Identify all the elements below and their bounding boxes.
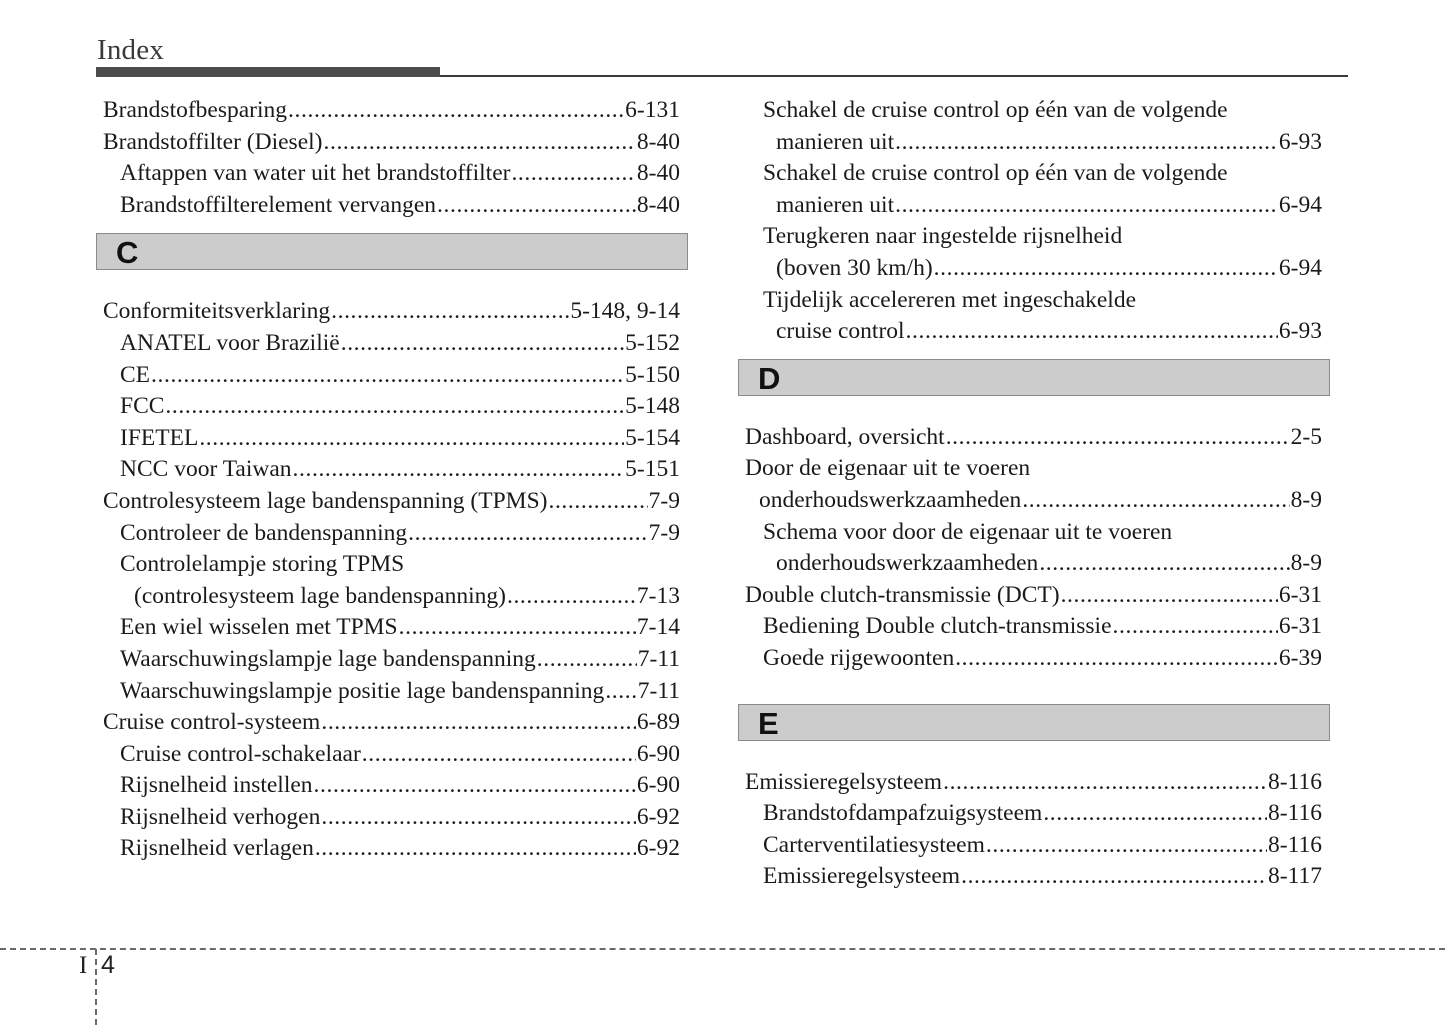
- dot-leader: [324, 127, 636, 159]
- index-entry: [96, 190, 688, 222]
- index-entry-label: onderhoudswerkzaamheden: [776, 550, 1039, 577]
- index-entry-page: 8-40: [636, 160, 680, 187]
- dot-leader: [199, 423, 624, 455]
- dot-leader: [331, 296, 569, 328]
- index-entry-label: Door de eigenaar uit te voeren: [745, 455, 1031, 482]
- index-entry: [96, 770, 688, 802]
- dot-leader: [895, 190, 1278, 222]
- index-entry-page: 7-9: [648, 487, 680, 514]
- index-entry-page: 8-116: [1268, 831, 1322, 858]
- index-entry: [96, 707, 688, 739]
- index-block-d: [738, 422, 1330, 675]
- index-entry-page: 6-94: [1278, 191, 1322, 218]
- index-entry: [738, 643, 1330, 675]
- index-entry-label: manieren uit: [776, 191, 895, 218]
- index-entry: [738, 190, 1330, 222]
- index-block-c: [96, 296, 688, 865]
- index-entry-label: CE: [120, 361, 151, 388]
- index-entry: [96, 739, 688, 771]
- index-entry-label: Schakel de cruise control op één van de volgende: [763, 97, 1228, 123]
- footer-section-letter: I: [79, 952, 88, 979]
- index-entry: [738, 485, 1330, 517]
- dot-leader: [151, 360, 624, 392]
- index-entry: [738, 285, 1330, 317]
- index-entry-page: 5-151: [625, 456, 680, 483]
- index-entry: [738, 158, 1330, 190]
- footer-page-number: 4: [101, 951, 115, 979]
- index-entry-page: 5-150: [625, 361, 680, 388]
- index-entry-page: 8-116: [1268, 800, 1322, 827]
- index-entry-label: manieren uit: [776, 128, 895, 155]
- index-entry: [96, 612, 688, 644]
- index-entry-label: Rijsnelheid verhogen: [120, 803, 321, 830]
- index-entry: [738, 548, 1330, 580]
- dot-leader: [934, 253, 1278, 285]
- index-entry-page: 7-13: [636, 582, 680, 609]
- index-column-right: [738, 95, 1330, 893]
- index-entry-label: Conformiteitsverklaring: [103, 298, 331, 325]
- index-entry-label: Emissieregelsysteem: [745, 768, 943, 795]
- index-entry: [96, 802, 688, 834]
- dot-leader: [293, 454, 625, 486]
- dot-leader: [943, 767, 1267, 799]
- index-entry: [96, 676, 688, 708]
- index-entry: [96, 454, 688, 486]
- index-entry: [738, 127, 1330, 159]
- index-entry: [738, 798, 1330, 830]
- index-entry: [738, 767, 1330, 799]
- section-letter: C: [116, 235, 139, 271]
- index-entry-page: 5-148: [625, 393, 680, 420]
- index-entry-page: 7-9: [648, 519, 680, 546]
- index-entry: [738, 316, 1330, 348]
- index-entry: [738, 580, 1330, 612]
- dot-leader: [408, 518, 648, 550]
- index-entry-label: Brandstofdampafzuigsysteem: [763, 800, 1043, 827]
- index-entry-page: 8-116: [1268, 768, 1322, 795]
- index-entry-label: Double clutch-transmissie (DCT): [745, 581, 1060, 608]
- index-entry-page: 8-9: [1290, 486, 1322, 513]
- index-entry-label: Waarschuwingslampje positie lage bandenspanning: [120, 677, 605, 704]
- index-entry-page: 2-5: [1290, 423, 1322, 450]
- dot-leader: [341, 328, 624, 360]
- dot-leader: [399, 612, 636, 644]
- index-entry: [96, 95, 688, 127]
- index-entry-label: Brandstoffilter (Diesel): [103, 128, 323, 155]
- index-entry-page: 7-11: [637, 645, 680, 672]
- footer-dashed-divider: [95, 949, 97, 1025]
- index-entry-label: Emissieregelsysteem: [763, 863, 961, 890]
- index-entry-page: 6-31: [1278, 581, 1322, 608]
- index-entry-page: 6-92: [636, 835, 680, 862]
- index-entry: [96, 581, 688, 613]
- index-entry-page: 5-152: [625, 329, 680, 356]
- index-entry-page: 7-14: [636, 614, 680, 641]
- index-entry: [738, 861, 1330, 893]
- index-entry-page: 6-131: [625, 97, 680, 123]
- index-entry-label: (boven 30 km/h): [776, 254, 933, 281]
- index-entry: [96, 644, 688, 676]
- section-letter: E: [758, 705, 779, 741]
- section-header-d: [738, 359, 1330, 396]
- dot-leader: [946, 422, 1290, 454]
- section-letter: D: [758, 360, 781, 396]
- dot-leader: [437, 190, 636, 222]
- index-entry-label: Schakel de cruise control op één van de volgende: [763, 160, 1228, 187]
- index-entry: [738, 253, 1330, 285]
- index-entry: [96, 486, 688, 518]
- index-entry-label: Waarschuwingslampje lage bandenspanning: [120, 645, 536, 672]
- section-header-c: [96, 233, 688, 270]
- index-entry-label: Brandstofbesparing: [103, 97, 288, 123]
- index-entry: [96, 360, 688, 392]
- index-entry-page: 6-92: [636, 803, 680, 830]
- index-entry-page: 8-9: [1290, 550, 1322, 577]
- index-entry: [96, 549, 688, 581]
- index-entry: [96, 328, 688, 360]
- page-title: Index: [97, 34, 165, 66]
- index-entry-page: 6-89: [636, 709, 680, 736]
- dot-leader: [288, 95, 624, 127]
- dot-leader: [548, 486, 647, 518]
- index-entry-label: Een wiel wisselen met TPMS: [120, 614, 398, 641]
- index-entry-label: IFETEL: [120, 424, 199, 451]
- dot-leader: [1043, 798, 1267, 830]
- index-entry-label: Schema voor door de eigenaar uit te voeren: [763, 518, 1173, 545]
- index-entry-page: 5-154: [625, 424, 680, 451]
- index-column-left: [96, 95, 688, 865]
- dot-leader: [1113, 611, 1278, 643]
- index-entry-label: Controlesysteem lage bandenspanning (TPMS): [103, 487, 548, 514]
- index-entry-label: Goede rijgewoonten: [763, 644, 955, 671]
- index-entry-page: 8-40: [636, 128, 680, 155]
- index-entry-label: Brandstoffilterelement vervangen: [120, 191, 437, 218]
- index-entry-label: Carterventilatiesysteem: [763, 831, 985, 858]
- index-entry-label: (controlesysteem lage bandenspanning): [134, 582, 506, 609]
- index-entry-label: Controleer de bandenspanning: [120, 519, 408, 546]
- index-entry: [96, 518, 688, 550]
- index-entry: [738, 453, 1330, 485]
- dot-leader: [986, 830, 1267, 862]
- index-entry-label: Rijsnelheid verlagen: [120, 835, 314, 862]
- dot-leader: [362, 739, 636, 771]
- index-entry: [96, 391, 688, 423]
- title-underline-thick: [96, 67, 440, 77]
- index-entry: [96, 127, 688, 159]
- index-entry: [96, 423, 688, 455]
- dot-leader: [537, 644, 637, 676]
- index-entry: [738, 517, 1330, 549]
- index-entry: [738, 611, 1330, 643]
- dot-leader: [1061, 580, 1278, 612]
- index-block-b: [96, 95, 688, 221]
- index-block-e: [738, 767, 1330, 893]
- index-entry-label: FCC: [120, 393, 165, 420]
- index-entry-label: Cruise control-systeem: [103, 709, 321, 736]
- index-entry: [738, 221, 1330, 253]
- dot-leader: [1039, 548, 1289, 580]
- index-entry-page: 5-148, 9-14: [570, 298, 680, 325]
- index-entry-label: Dashboard, oversicht: [745, 423, 945, 450]
- index-entry-label: cruise control: [776, 318, 905, 345]
- index-block-c-continued: [738, 95, 1330, 348]
- dot-leader: [165, 391, 624, 423]
- index-entry: [738, 830, 1330, 862]
- index-entry-label: Bediening Double clutch-transmissie: [763, 613, 1112, 640]
- dot-leader: [961, 861, 1267, 893]
- index-entry: [738, 95, 1330, 127]
- index-entry-label: Terugkeren naar ingestelde rijsnelheid: [763, 223, 1123, 250]
- dot-leader: [507, 581, 636, 613]
- dot-leader: [605, 676, 636, 708]
- index-entry-page: 8-117: [1268, 863, 1322, 890]
- index-entry-label: Aftappen van water uit het brandstoffilter: [120, 160, 511, 187]
- index-entry-page: 6-93: [1278, 128, 1322, 155]
- index-entry-label: Controlelampje storing TPMS: [120, 551, 405, 578]
- index-entry-page: 6-94: [1278, 254, 1322, 281]
- dot-leader: [1022, 485, 1289, 517]
- index-entry-page: 6-90: [636, 772, 680, 799]
- dot-leader: [321, 707, 636, 739]
- index-entry: [96, 833, 688, 865]
- footer-dashed-line: [0, 948, 1445, 950]
- index-entry: [96, 296, 688, 328]
- index-entry-page: 6-39: [1278, 644, 1322, 671]
- dot-leader: [314, 770, 636, 802]
- index-entry-page: 8-40: [636, 191, 680, 218]
- index-entry-label: NCC voor Taiwan: [120, 456, 292, 483]
- index-entry-page: 6-31: [1278, 613, 1322, 640]
- index-entry-label: ANATEL voor Brazilië: [120, 329, 340, 356]
- index-entry-label: Rijsnelheid instellen: [120, 772, 313, 799]
- dot-leader: [955, 643, 1278, 675]
- dot-leader: [906, 316, 1278, 348]
- index-entry-page: 6-90: [636, 740, 680, 767]
- index-entry: [738, 422, 1330, 454]
- index-entry-label: Cruise control-schakelaar: [120, 740, 361, 767]
- index-entry-label: Tijdelijk accelereren met ingeschakelde: [763, 286, 1137, 313]
- dot-leader: [321, 802, 636, 834]
- dot-leader: [895, 127, 1278, 159]
- index-entry-page: 6-93: [1278, 318, 1322, 345]
- index-entry: [96, 158, 688, 190]
- title-underline-thin: [440, 75, 1348, 77]
- dot-leader: [315, 833, 636, 865]
- index-entry-page: 7-11: [637, 677, 680, 704]
- dot-leader: [511, 158, 635, 190]
- index-entry-label: onderhoudswerkzaamheden: [759, 486, 1022, 513]
- section-header-e: [738, 704, 1330, 741]
